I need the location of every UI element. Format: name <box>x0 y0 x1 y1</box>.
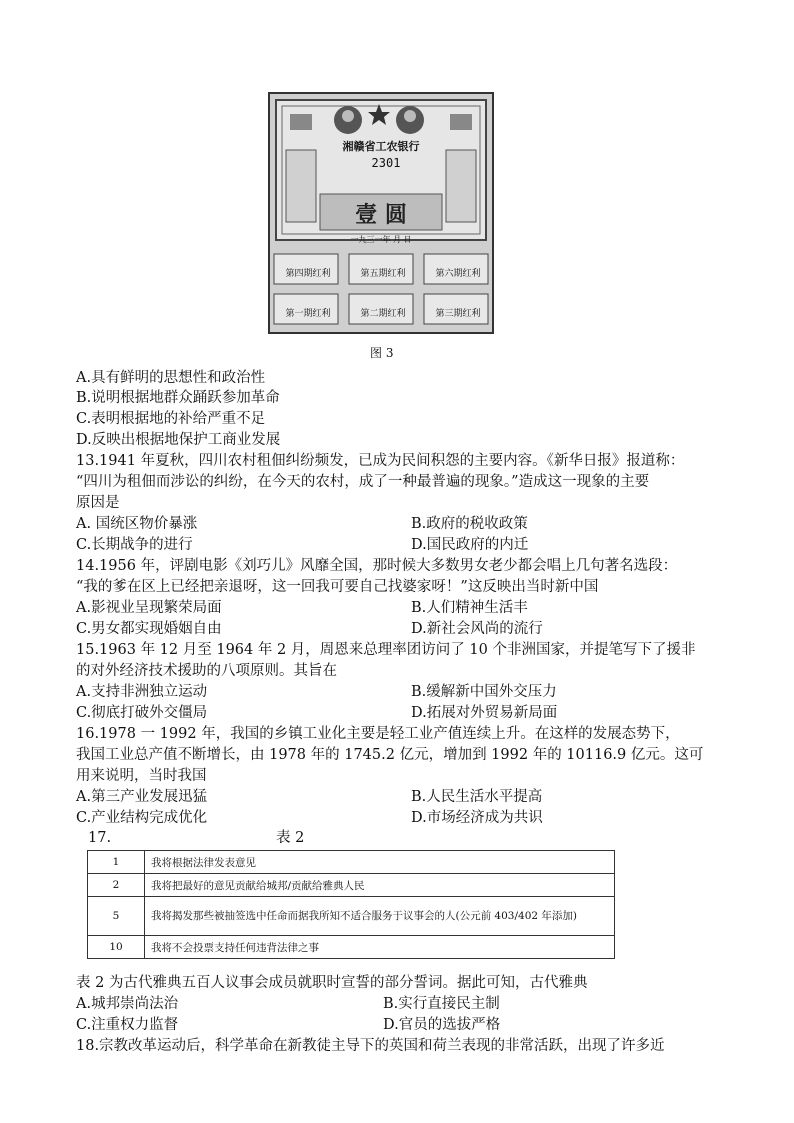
oath-table <box>87 850 615 959</box>
q16-stem-line-1: 16.1978 一 1992 年，我国的乡镇工业化主要是轻工业产值连续上升。在这样的发展态势下， <box>76 726 680 742</box>
q17-option-c: C.注重权力监督 <box>76 1017 179 1033</box>
q16-stem-line-2: 我国工业总产值不断增长，由 1978 年的 1745.2 亿元，增加到 1992 年的 10116.9 亿元。这可 <box>76 747 704 763</box>
coupon-5: 第二期红利 <box>360 309 406 319</box>
coupon-6: 第三期红利 <box>435 309 481 319</box>
q13-stem-line-3: 原因是 <box>76 495 120 511</box>
q15-stem-line-1: 15.1963 年 12 月至 1964 年 2 月，周恩来总理率团访问了 10 个非洲国家，并提笔写下了援非 <box>76 642 696 658</box>
q15-option-a: A.支持非洲独立运动 <box>76 684 208 700</box>
row-text: 我将揭发那些被抽签选中任命而据我所知不适合服务于议事会的人(公元前 403/402 年添加) <box>145 897 615 936</box>
table-title: 表 2 <box>276 830 305 846</box>
q13-option-b: B.政府的税收政策 <box>411 516 528 532</box>
q18-stem-line-1: 18.宗教改革运动后，科学革命在新教徒主导下的英国和荷兰表现的非常活跃，出现了许多近 <box>76 1038 665 1054</box>
q17-option-a: A.城邦崇尚法治 <box>76 996 179 1012</box>
q16-stem-line-3: 用来说明，当时我国 <box>76 768 207 784</box>
q12-option-c: C.表明根据地的补给严重不足 <box>76 411 266 427</box>
table-row <box>88 874 615 897</box>
q14-stem-line-1: 14.1956 年，评剧电影《刘巧儿》风靡全国，那时候大多数男女老少都会唱上几句著名选段： <box>76 558 678 574</box>
q17-option-d: D.官员的选拔严格 <box>383 1017 501 1033</box>
banknote-figure <box>268 92 494 334</box>
row-number: 1 <box>88 851 145 874</box>
coupon-1: 第四期红利 <box>285 269 331 279</box>
banknote-date: 一九三一年 月 日 <box>350 235 412 244</box>
q17-stem: 表 2 为古代雅典五百人议事会成员就职时宣誓的部分誓词。据此可知，古代雅典 <box>76 975 588 991</box>
q15-option-b: B.缓解新中国外交压力 <box>411 684 557 700</box>
coupon-4: 第一期红利 <box>285 309 331 319</box>
q14-option-b: B.人们精神生活丰 <box>411 600 528 616</box>
row-text: 我将根据法律发表意见 <box>145 851 615 874</box>
row-number: 5 <box>88 897 145 936</box>
q16-option-b: B.人民生活水平提高 <box>411 789 543 805</box>
banknote-denomination: 壹 圆 <box>355 202 407 228</box>
q13-option-a: A. 国统区物价暴涨 <box>76 516 198 532</box>
q12-option-b: B.说明根据地群众踊跃参加革命 <box>76 390 280 406</box>
banknote-header: 湘赣省工农银行 <box>342 140 420 153</box>
q16-option-c: C.产业结构完成优化 <box>76 810 208 826</box>
q15-stem-line-2: 的对外经济技术援助的八项原则。其旨在 <box>76 663 337 679</box>
table-row <box>88 936 615 959</box>
q13-stem-line-2: “四川为租佃而涉讼的纠纷，在今天的农村，成了一种最普遍的现象。”造成这一现象的主要 <box>76 474 650 490</box>
q14-stem-line-2: “我的爹在区上已经把亲退呀，这一回我可要自己找婆家呀！”这反映出当时新中国 <box>76 579 599 595</box>
q16-option-d: D.市场经济成为共识 <box>411 810 543 826</box>
coupon-2: 第五期红利 <box>360 269 406 279</box>
q12-option-d: D.反映出根据地保护工商业发展 <box>76 432 281 448</box>
q15-option-c: C.彻底打破外交僵局 <box>76 705 208 721</box>
q14-option-c: C.男女都实现婚姻自由 <box>76 621 222 637</box>
q13-stem-line-1: 13.1941 年夏秋，四川农村租佃纠纷频发，已成为民间积怨的主要内容。《新华日报》报道称： <box>76 453 685 469</box>
figure-caption: 图 3 <box>370 346 394 360</box>
q13-option-d: D.国民政府的内迁 <box>411 537 529 553</box>
q14-option-a: A.影视业呈现繁荣局面 <box>76 600 222 616</box>
table-row <box>88 897 615 936</box>
q17-option-b: B.实行直接民主制 <box>383 996 500 1012</box>
row-number: 2 <box>88 874 145 897</box>
q17-number: 17. <box>88 830 112 846</box>
table-row <box>88 851 615 874</box>
q15-option-d: D.拓展对外贸易新局面 <box>411 705 558 721</box>
coupon-3: 第六期红利 <box>435 269 481 279</box>
q13-option-c: C.长期战争的进行 <box>76 537 193 553</box>
row-number: 10 <box>88 936 145 959</box>
row-text: 我将把最好的意见贡献给城邦/贡献给雅典人民 <box>145 874 615 897</box>
q14-option-d: D.新社会风尚的流行 <box>411 621 543 637</box>
q16-option-a: A.第三产业发展迅猛 <box>76 789 208 805</box>
q12-option-a: A.具有鲜明的思想性和政治性 <box>76 370 266 386</box>
banknote-serial: 2301 <box>371 156 401 170</box>
row-text: 我将不会投票支持任何违背法律之事 <box>145 936 615 959</box>
